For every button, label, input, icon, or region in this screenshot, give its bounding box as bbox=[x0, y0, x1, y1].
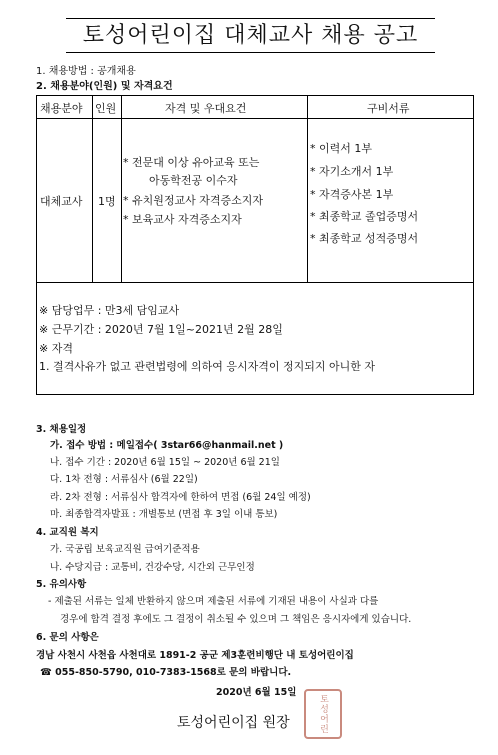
qualification-item: * 전문대 이상 유아교육 또는 bbox=[123, 156, 260, 169]
header-count: 인원 bbox=[95, 102, 117, 115]
section-4-heading: 4. 교직원 복지 bbox=[36, 527, 99, 538]
contact-address: 경남 사천시 사천읍 사천대로 1891-2 공군 제3훈련비행단 내 토성어린이집 bbox=[36, 650, 354, 661]
note-line: ※ 근무기간 : 2020년 7월 1일~2021년 2월 28일 bbox=[39, 323, 283, 336]
section-3-heading: 3. 채용일정 bbox=[36, 424, 87, 435]
welfare-item: 가. 국공립 보육교직원 급여기준적용 bbox=[50, 544, 200, 555]
header-documents: 구비서류 bbox=[367, 102, 410, 115]
section-2-heading: 2. 채용분야(인원) 및 자격요건 bbox=[36, 81, 173, 92]
note-line: 1. 결격사유가 없고 관련법령에 의하여 응시자격이 정지되지 아니한 자 bbox=[39, 360, 375, 373]
document-item: * 최종학교 성적증명서 bbox=[310, 232, 419, 245]
requirements-table bbox=[36, 95, 474, 283]
notes-box bbox=[36, 283, 474, 395]
page-title: 토성어린이집 대체교사 채용 공고 bbox=[82, 23, 419, 48]
header-qualifications: 자격 및 우대요건 bbox=[165, 102, 247, 115]
title-box bbox=[66, 18, 435, 53]
section-6-heading: 6. 문의 사항은 bbox=[36, 632, 99, 643]
document-item: * 자격증사본 1부 bbox=[310, 188, 394, 201]
header-field: 채용분야 bbox=[40, 102, 83, 115]
section-5-heading: 5. 유의사항 bbox=[36, 579, 87, 590]
seal-stamp-icon: 토성어린 bbox=[304, 689, 342, 739]
schedule-item: 다. 1차 전형 : 서류심사 (6월 22일) bbox=[50, 474, 198, 485]
note-line: ※ 자격 bbox=[39, 342, 73, 355]
field-value: 대체교사 bbox=[40, 195, 83, 208]
caution-line: - 제출된 서류는 일체 반환하지 않으며 제출된 서류에 기재된 내용이 사실과 다를 bbox=[48, 596, 379, 607]
qualification-item: * 보육교사 자격증소지자 bbox=[123, 213, 242, 226]
welfare-item: 나. 수당지급 : 교통비, 건강수당, 시간외 근무인정 bbox=[50, 562, 255, 573]
contact-phone: ☎ 055-850-5790, 010-7383-1568로 문의 바랍니다. bbox=[40, 667, 292, 678]
schedule-item: 라. 2차 전형 : 서류심사 합격자에 한하여 면접 (6월 24일 예정) bbox=[50, 492, 311, 503]
section-1: 1. 채용방법 : 공개채용 bbox=[36, 66, 136, 77]
schedule-item: 마. 최종합격자발표 : 개별통보 (면접 후 3일 이내 통보) bbox=[50, 509, 278, 520]
qualification-item: * 유치원정교사 자격증소지자 bbox=[123, 194, 264, 207]
note-line: ※ 담당업무 : 만3세 담임교사 bbox=[39, 304, 180, 317]
qualification-item: 아동학전공 이수자 bbox=[149, 174, 238, 187]
document-item: * 최종학교 졸업증명서 bbox=[310, 210, 419, 223]
schedule-item: 가. 접수 방법 : 메일접수( 3star66@hanmail.net ) bbox=[50, 440, 284, 451]
document-item: * 이력서 1부 bbox=[310, 142, 372, 155]
announcement-date: 2020년 6월 15일 bbox=[216, 687, 297, 698]
document-item: * 자기소개서 1부 bbox=[310, 165, 394, 178]
schedule-item: 나. 접수 기간 : 2020년 6월 15일 ~ 2020년 6월 21일 bbox=[50, 457, 280, 468]
signature-text: 토성어린이집 원장 bbox=[177, 715, 290, 731]
caution-line: 경우에 합격 결정 후에도 그 결정이 취소될 수 있으며 그 책임은 응시자에게 있습니다. bbox=[60, 614, 412, 625]
count-value: 1명 bbox=[98, 195, 116, 208]
